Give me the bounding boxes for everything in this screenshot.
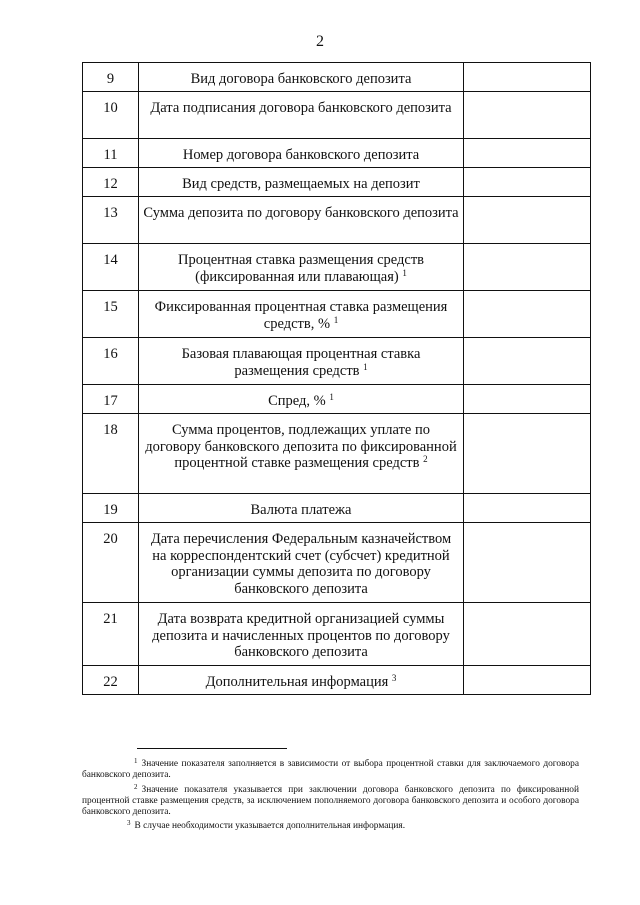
row-description [139,414,464,494]
row-value-cell [464,63,591,92]
indicators-table [82,62,591,695]
row-number: 13 [83,197,139,244]
row-number: 21 [83,603,139,666]
table-row [83,244,591,291]
row-value-cell [464,494,591,523]
table-row [83,414,591,494]
row-description [139,168,464,197]
table-row [83,92,591,139]
row-number: 22 [83,666,139,695]
table-row [83,666,591,695]
table-row [83,523,591,603]
row-number: 17 [83,385,139,414]
row-description-text: Дата возврата кредитной организацией суммы депозита и начисленных процентов по договору банковского депозита [152,611,450,660]
footnote-2: $^2$ Значение показателя указывается при заключении договора банковского депозита по фиксированной процентной ставке размещения средств, за исключением пополняемого договора банковского депозита и особого договора банковского депозита. [82,782,579,818]
row-description-text: Фиксированная процентная ставка размещения средств, % [154,299,448,332]
row-value-cell [464,666,591,695]
footnote-1: $^1$ Значение показателя заполняется в зависимости от выбора процентной ставки для заключаемого договора банковского депозита. [82,757,579,781]
row-description-text: Спред, % [268,393,326,409]
row-description [139,139,464,168]
row-description-text: Вид средств, размещаемых на депозит [182,176,420,192]
row-number: 18 [83,414,139,494]
row-number: 14 [83,244,139,291]
row-description-text: Дата подписания договора банковского депозита [150,100,452,116]
row-description-text: Сумма процентов, подлежащих уплате по договору банковского депозита по фиксированной процентной ставке размещения средств [145,422,457,471]
row-number: 20 [83,523,139,603]
row-number: 11 [83,139,139,168]
row-description [139,244,464,291]
row-description-text: Дополнительная информация [205,674,389,690]
table-row [83,63,591,92]
footnote-separator [137,748,287,749]
row-value-cell [464,197,591,244]
row-value-cell [464,291,591,338]
row-description-text: Сумма депозита по договору банковского депозита [143,205,459,221]
table-row [83,385,591,414]
page-number: 2 [316,33,324,50]
row-number: 15 [83,291,139,338]
row-description [139,523,464,603]
footnote-reference: 3 [391,673,397,683]
row-description [139,197,464,244]
row-value-cell [464,385,591,414]
table-row [83,338,591,385]
row-value-cell [464,168,591,197]
footnote-reference: 1 [402,267,407,278]
footnotes [82,756,579,833]
row-number: 19 [83,494,139,523]
footnote-reference: 1 [363,361,368,372]
row-value-cell [464,414,591,494]
row-description [139,603,464,666]
row-description [139,63,464,92]
row-number: 10 [83,92,139,139]
footnote-reference: 1 [333,314,339,325]
row-value-cell [464,523,591,603]
row-value-cell [464,338,591,385]
table-row [83,197,591,244]
row-description [139,494,464,523]
row-description-text: Дата перечисления Федеральным казначейством на корреспондентский счет (субсчет) кредитной организации суммы депозита по договору банковского депозита [150,531,452,597]
table-row [83,603,591,666]
row-value-cell [464,244,591,291]
row-number: 12 [83,168,139,197]
row-description [139,291,464,338]
row-description-text: Базовая плавающая процентная ставка размещения средств [181,346,421,379]
row-number: 16 [83,338,139,385]
row-description [139,338,464,385]
table-row [83,168,591,197]
table-row [83,139,591,168]
row-description [139,385,464,414]
row-value-cell [464,603,591,666]
footnote-3: $^3$ В случае необходимости указывается дополнительная информация. [127,819,406,832]
table-row [83,291,591,338]
row-description [139,666,464,695]
row-description-text: Процентная ставка размещения средств (фиксированная или плавающая) [177,252,425,285]
row-description-text: Вид договора банковского депозита [190,71,412,87]
table-row [83,494,591,523]
row-value-cell [464,92,591,139]
row-description [139,92,464,139]
row-value-cell [464,139,591,168]
footnote-reference: 2 [423,454,428,464]
row-description-text: Номер договора банковского депозита [182,147,420,163]
footnote-reference: 1 [329,392,334,402]
row-number: 9 [83,63,139,92]
row-description-text: Валюта платежа [250,502,352,518]
